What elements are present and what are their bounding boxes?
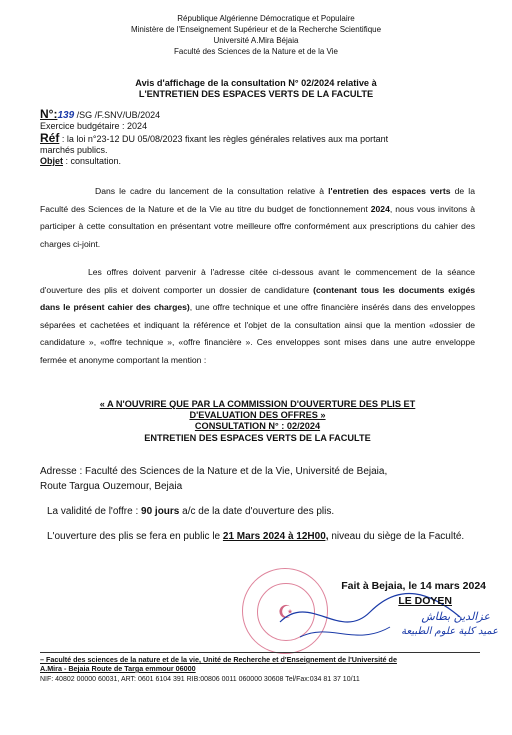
opening-text-1: L'ouverture des plis se fera en public le <box>47 531 223 542</box>
address-line-1: Adresse : Faculté des Sciences de la Nature et de la Vie, Université de Bejaia, <box>40 466 388 477</box>
mention-line-4: ENTRETIEN DES ESPACES VERTS DE LA FACULTE <box>144 433 371 443</box>
p1-bold-2: 2024 <box>370 203 390 214</box>
mention-line-2: D'EVALUATION DES OFFRES » <box>189 410 326 420</box>
opening-date: 21 Mars 2024 à 12H00, <box>222 531 329 542</box>
opening-text-2: niveau du siège de la Faculté. <box>328 531 465 542</box>
p2-text-1: Les offres doivent parvenir à l'adresse citée ci-dessous avant le commencement de la séance d'ouverture des plis et doivent comporter un dossier de candidature <box>40 267 475 295</box>
object-text: : consultation. <box>63 156 122 166</box>
footer-ids: NIF: 40802 00000 60031, ART: 0601 6104 391 RIB:00806 0011 060000 30608 Tel/Fax:034 81 37 10/11 <box>40 676 360 683</box>
star-crescent-icon: ☪ <box>277 602 295 622</box>
title-line-1: Avis d'affichage de la consultation N° 02/2024 relative à <box>135 78 377 88</box>
arabic-signature-title: عميد كلية علوم الطبيعة <box>401 626 498 637</box>
arabic-signature-name: عزالدين بطاش <box>421 610 490 623</box>
footer-line-1: – Faculté des sciences de la nature et de la vie, Unité de Recherche et d'Enseignement de l'Université de <box>40 655 397 664</box>
mention-line-3: CONSULTATION N° : 02/2024 <box>194 421 321 431</box>
footer-line-2: A.Mira - Bejaia Route de Targa emmour 06000 <box>40 664 196 673</box>
validity-text-1: La validité de l'offre : <box>47 506 142 517</box>
mention-line-1: « A N'OUVRIRE QUE PAR LA COMMISSION D'OUVERTURE DES PLIS ET <box>99 399 416 409</box>
header-republic: République Algérienne Démocratique et Populaire <box>177 14 355 23</box>
p2-text-2: , une offre technique et une offre financière insérés dans des enveloppes séparées et cachetées et indiquant la référence et l'objet de la consultation ainsi que la mention «dossier de candidature », «offre technique », «offre financière ». Ces enveloppes sont mises dans une autre enveloppe fermée et anonyme comportant la mention : <box>40 302 475 365</box>
p1-text-1: Dans le cadre du lancement de la consultation relative à <box>95 186 329 196</box>
header-university: Université A.Mira Béjaia <box>213 36 299 45</box>
reference-number <box>40 109 160 121</box>
validity-text-2: a/c de la date d'ouverture des plis. <box>179 506 335 517</box>
validity-line <box>47 505 482 519</box>
number-label: N°: <box>40 107 58 121</box>
validity-bold: 90 jours <box>141 506 180 517</box>
header-ministry: Ministère de l'Enseignement Supérieur et de la Recherche Scientifique <box>130 25 382 34</box>
dean-title: LE DOYEN <box>398 595 452 607</box>
p1-bold-1: l'entretien des espaces verts <box>328 186 451 196</box>
opening-paragraph <box>47 530 475 544</box>
address-line-2: Route Targua Ouzemour, Bejaia <box>40 481 183 492</box>
reference-law-cont: marchés publics. <box>40 145 108 155</box>
signature-area <box>240 562 500 658</box>
object-line <box>40 156 121 167</box>
title-line-2: L'ENTRETIEN DES ESPACES VERTS DE LA FACULTE <box>138 89 374 99</box>
paragraph-intro <box>40 183 475 253</box>
p2-bold-1: (contenant tous les documents exigés dans le présent cahier des charges) <box>40 284 475 312</box>
object-label: Objet <box>40 156 64 166</box>
p1-text-3: , nous vous invitons à participer à cette consultation en présentant votre meilleure offre conformément aux prescriptions du cahier des charges ci-joint. <box>40 203 475 249</box>
handwritten-number: 139 <box>57 110 75 121</box>
footer-divider <box>40 652 480 653</box>
reference-law <box>40 133 388 145</box>
place-date: Fait à Bejaia, le 14 mars 2024 <box>341 580 486 592</box>
budget-exercise: Exercice budgétaire : 2024 <box>40 121 148 131</box>
ref-text: : la loi n°23-12 DU 05/08/2023 fixant les règles générales relatives aux ma portant <box>59 134 389 144</box>
number-suffix: /SG /F.SNV/UB/2024 <box>74 110 161 120</box>
header-faculty: Faculté des Sciences de la Nature et de la Vie <box>174 47 338 56</box>
p1-text-2: de la Faculté des Sciences de la Nature et de la Vie au titre du budget de fonctionnement <box>40 186 475 214</box>
ref-label: Réf <box>40 131 60 145</box>
paragraph-offers <box>40 264 475 369</box>
